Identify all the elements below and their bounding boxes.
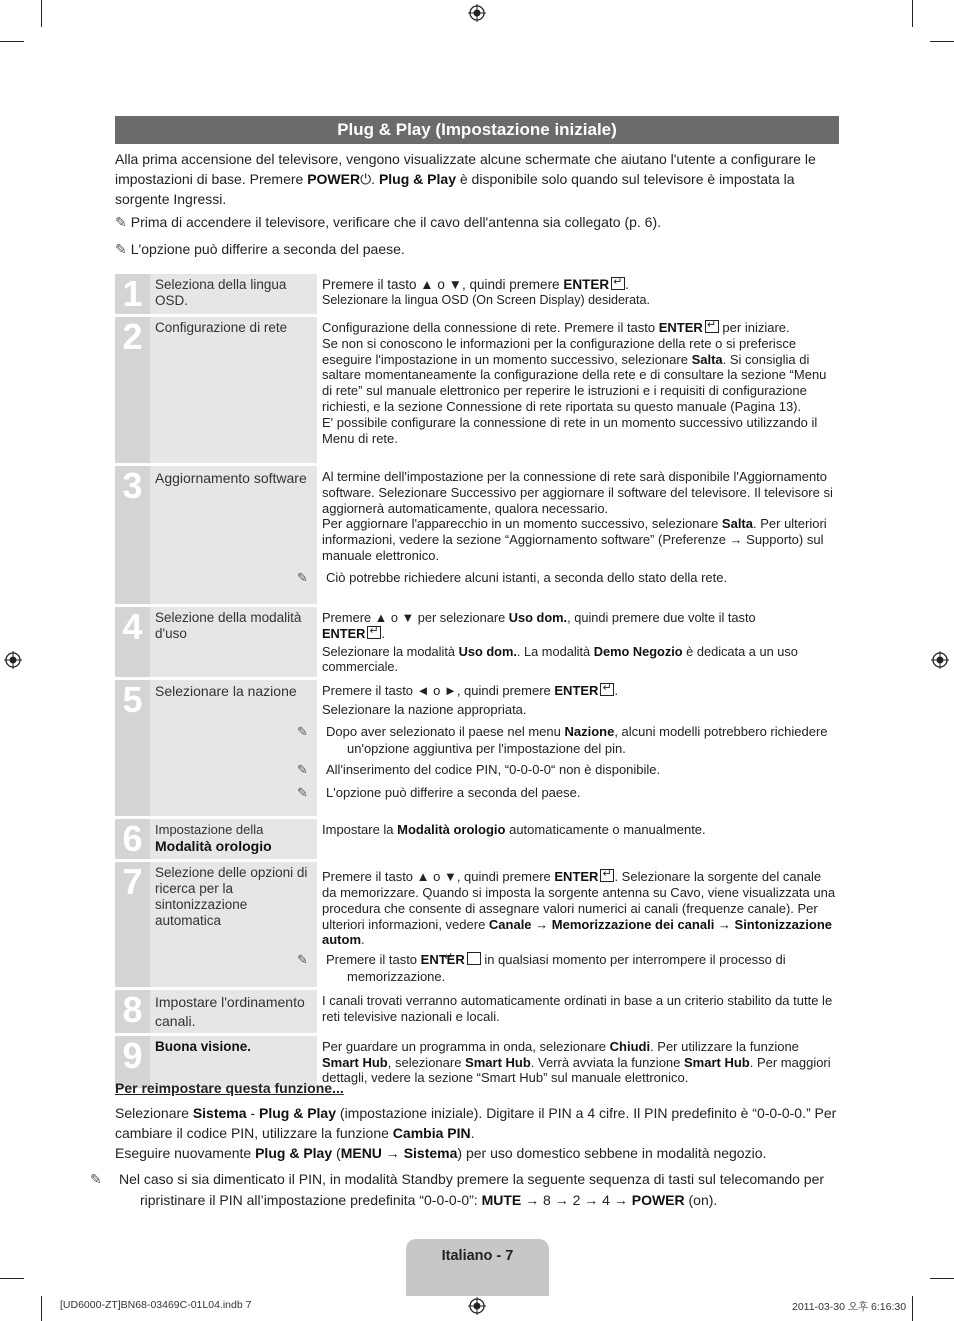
step-description: Impostare la Modalità orologio automaticamente o manualmente. [317,819,839,859]
plug-play-term: Plug & Play [378,170,456,187]
note: ✎ Nel caso si sia dimenticato il PIN, in modalità Standby premere la seguente sequenza di tasti sul telecomando per ripristinare il PIN all’impostazione predefinita “0-0-0-0”: MUTE → 8 → 2 → 4 → POWER (on). [90,1171,825,1208]
step-description: I canali trovati verranno automaticamente ordinati in base a un criterio stabilito da tutte le reti televisive nazionali e locali. [317,990,839,1033]
section-title: Plug & Play (Impostazione iniziale) [115,116,839,144]
step-number: 7 [115,862,150,987]
step-number: 8 [115,990,150,1033]
step-label: Selezione delle opzioni di ricerca per la sintonizzazione automatica [150,862,317,987]
step-number: 6 [115,819,150,859]
enter-key-icon [467,952,481,965]
step-description: Per guardare un programma in onda, selezionare Chiudi. Per utilizzare la funzione Smart Hub, selezionare Smart Hub. Verrà avviata la funzione Smart Hub. Per maggiori dettagli, vedere la sezione “Smart Hub” sul manuale elettronico. [317,1036,839,1088]
registration-mark-icon [931,651,949,669]
crop-mark [41,0,42,27]
step-row [115,607,839,677]
step-row [115,466,839,604]
step-number: 4 [115,607,150,677]
step-label: Seleziona della lingua OSD. [150,274,317,314]
crop-mark [930,41,954,42]
step-description: Premere il tasto ▲ o ▼, quindi premere ENTER↵ . Selezionare la sorgente del canale da memorizzare. Quando si imposta la sorgente antenna su Cavo, viene visualizzata una procedura che consente di assegnare valori numerici ai canali (frequenze canale). Per ulteriori informazioni, vedere Canale → Memorizzazione dei canali → Sintonizzazione autom. Premere il tasto ENTER↵ in qualsiasi momento per interrompere il processo di memorizzazione. [317,862,839,987]
step-description: Premere il tasto ▲ o ▼, quindi premere ENTER↵ . Selezionare la lingua OSD (On Screen Display) desiderata. [317,274,839,314]
step-description: Premere ▲ o ▼ per selezionare Uso dom., quindi premere due volte il tasto ENTER↵ . Selezionare la modalità Uso dom.. La modalità Demo Negozio è dedicata a un uso commerciale. [317,607,839,677]
enter-key-icon [705,320,719,333]
step-label: Selezione della modalità d'uso [150,607,317,677]
intro-text: Alla prima accensione del televisore, vengono visualizzate alcune schermate che aiutano l'utente a configurare le impostazioni di base. Premere [115,151,816,187]
registration-mark-icon [468,1297,486,1315]
footer-timestamp: 2011-03-30 오후 6:16:30 [792,1301,907,1313]
step-number: 5 [115,680,150,816]
note-text: Prima di accendere il televisore, verificare che il cavo dell'antenna sia collegato (p. 6). [130,214,662,230]
step-label: Configurazione di rete [150,317,317,463]
registration-mark-icon [4,651,22,669]
step-row [115,819,839,859]
intro-text: . [371,170,379,187]
step-number: 2 [115,317,150,463]
step-number: 1 [115,274,150,314]
footer-file-info: [UD6000-ZT]BN68-03469C-01L04.indb 7 [60,1299,252,1311]
power-icon: ⏻ [360,171,372,188]
step-description: Al termine dell'impostazione per la connessione di rete sarà disponibile l'Aggiornamento software. Selezionare Successivo per aggiornare il software del televisore. Il televisore si aggiornerà automaticamente, qualora necessario. Per aggiornare l'apparecchio in un momento successivo, selezionare Salta. Per ulteriori informazioni, vedere la sezione “Aggiornamento software” (Preferenze → Supporto) sul manuale elettronico. Ciò potrebbe richiedere alcuni istanti, a seconda dello stato della rete. [317,466,839,604]
note-text: L'opzione può differire a seconda del paese. [130,241,405,257]
enter-key-icon [367,626,381,639]
intro-text: è disponibile solo quando sul televisore è impostata la sorgente Ingressi. [115,170,795,207]
step-label: Selezionare la nazione [150,680,317,816]
step-label: Impostazione della Modalità orologio [150,819,317,859]
enter-key-icon [600,683,614,696]
intro-paragraph [115,150,839,210]
note [115,240,405,261]
steps-table [115,271,839,1091]
step-label: Buona visione. [150,1036,317,1088]
step-number: 3 [115,466,150,604]
reset-paragraph: Selezionare Sistema - Plug & Play (impostazione iniziale). Digitare il PIN a 4 cifre. Il PIN predefinito è “0-0-0-0.” Per cambiare il codice PIN, utilizzare la funzione Cambia PIN. [115,1105,837,1141]
crop-mark [0,41,24,42]
step-row [115,680,839,816]
step-description: Configurazione della connessione di rete. Premere il tasto ENTER↵ per iniziare. Se non si conoscono le informazioni per la configurazione della rete o si preferisce eseguire l'impostazione in un momento successivo, selezionare Salta. Si consiglia di saltare momentaneamente la configurazione della rete e di consultare la sezione “Menu di rete” sul manuale elettronico per reperire le istruzioni e i requisiti di configurazione richiesti, e la sezione Connessione di rete riportata su questo manuale (Pagina 13). E' possibile configurare la connessione di rete in un momento successivo utilizzando il Menu di rete. [317,317,839,463]
page-number: Italiano - 7 [441,1248,514,1264]
crop-mark [0,1278,24,1279]
step-row [115,317,839,463]
enter-key-icon [600,869,614,882]
power-key: POWER [307,170,361,187]
step-row [115,862,839,987]
step-description: Premere il tasto ◄ o ►, quindi premere ENTER↵ . Selezionare la nazione appropriata. Dopo aver selezionato il paese nel menu Nazione, alcuni modelli potrebbero richiedere un'opzione aggiuntiva per l'impostazione del pin. All'inserimento del codice PIN, “0-0-0-0“ non è disponibile. L'opzione può differire a seconda del paese. [317,680,839,816]
step-number: 9 [115,1036,150,1088]
pencil-note-icon: ✎ [115,242,127,258]
reset-paragraph: Eseguire nuovamente Plug & Play (MENU → Sistema) per uso domestico sebbene in modalità negozio. [115,1145,767,1161]
crop-mark [912,1296,913,1321]
pencil-note-icon: ✎ [115,215,127,231]
page-number-tab [406,1239,549,1296]
crop-mark [930,1278,954,1279]
step-label: Impostare l'ordinamento canali. [150,990,317,1033]
note [115,213,661,234]
step-row [115,990,839,1033]
crop-mark [41,1296,42,1321]
step-row [115,274,839,314]
reset-heading: Per reimpostare questa funzione... [115,1080,344,1096]
registration-mark-icon [468,4,486,22]
enter-key-icon [611,277,625,290]
crop-mark [912,0,913,27]
step-label: Aggiornamento software [150,466,317,604]
